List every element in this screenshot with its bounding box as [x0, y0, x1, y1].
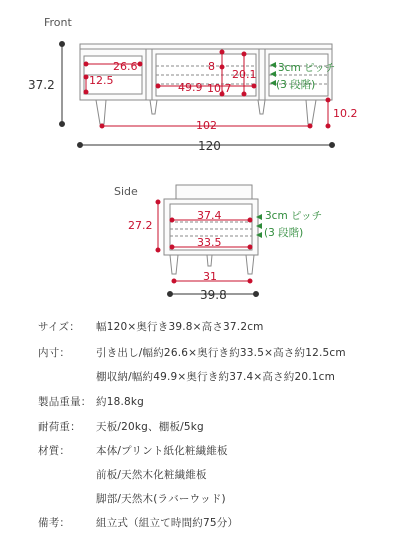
side-cabinet-drawing — [164, 185, 258, 274]
side-inner-depth-top-dim: 37.4 — [197, 209, 222, 222]
side-pitch-note: 3cm ピッチ — [265, 210, 323, 222]
front-pitch-note: 3cm ピッチ — [278, 62, 336, 74]
side-inner-height-dim: 27.2 — [128, 219, 153, 232]
front-shelf-width-dim: 49.9 — [178, 81, 203, 94]
spec-label: 備考： — [38, 517, 71, 529]
side-leg-span-dim: 31 — [203, 270, 217, 283]
spec-label: 材質： — [38, 445, 71, 457]
front-view-label: Front — [44, 16, 72, 29]
spec-value: 引き出し/幅約26.6×奥行き約33.5×高さ約12.5cm — [96, 347, 346, 359]
spec-value: 組立式（組立て時間約75分） — [96, 517, 239, 529]
spec-value: 天板/20kg、棚板/5kg — [96, 421, 204, 433]
spec-list — [0, 305, 420, 560]
side-view-label: Side — [114, 185, 138, 198]
spec-value: 脚部/天然木(ラバーウッド) — [96, 493, 226, 505]
front-pitch-steps: (3 段階) — [276, 79, 316, 91]
spec-value: 棚収納/幅約49.9×奥行き約37.4×高さ約20.1cm — [96, 371, 336, 383]
spec-label: 耐荷重： — [38, 421, 81, 433]
side-pitch-steps: (3 段階) — [264, 227, 304, 239]
front-drawer-width-dim: 26.6 — [113, 60, 138, 73]
side-total-depth-dim: 39.8 — [200, 288, 227, 302]
spec-value: 前板/天然木化粧繊維板 — [96, 469, 207, 481]
spec-value: 本体/プリント紙化粧繊維板 — [96, 445, 228, 457]
front-shelf-height-dim: 20.1 — [232, 68, 257, 81]
spec-value: 幅120×奥行き39.8×高さ37.2cm — [96, 321, 264, 333]
spec-label: サイズ： — [38, 321, 80, 333]
front-total-width-dim: 120 — [198, 139, 221, 153]
front-leg-span-dim: 102 — [196, 119, 217, 132]
front-shelf-depth-dim: 8 — [208, 60, 215, 73]
spec-label: 製品重量： — [38, 396, 92, 408]
front-leg-height-dim: 10.2 — [333, 107, 358, 120]
spec-label: 内寸： — [38, 347, 71, 359]
front-drawer-height-dim: 12.5 — [89, 74, 114, 87]
front-drawer-inner-dim: 10.7 — [207, 82, 232, 95]
front-total-height-dim: 37.2 — [28, 78, 55, 92]
spec-value: 約18.8kg — [96, 396, 145, 408]
side-inner-depth-bottom-dim: 33.5 — [197, 236, 222, 249]
